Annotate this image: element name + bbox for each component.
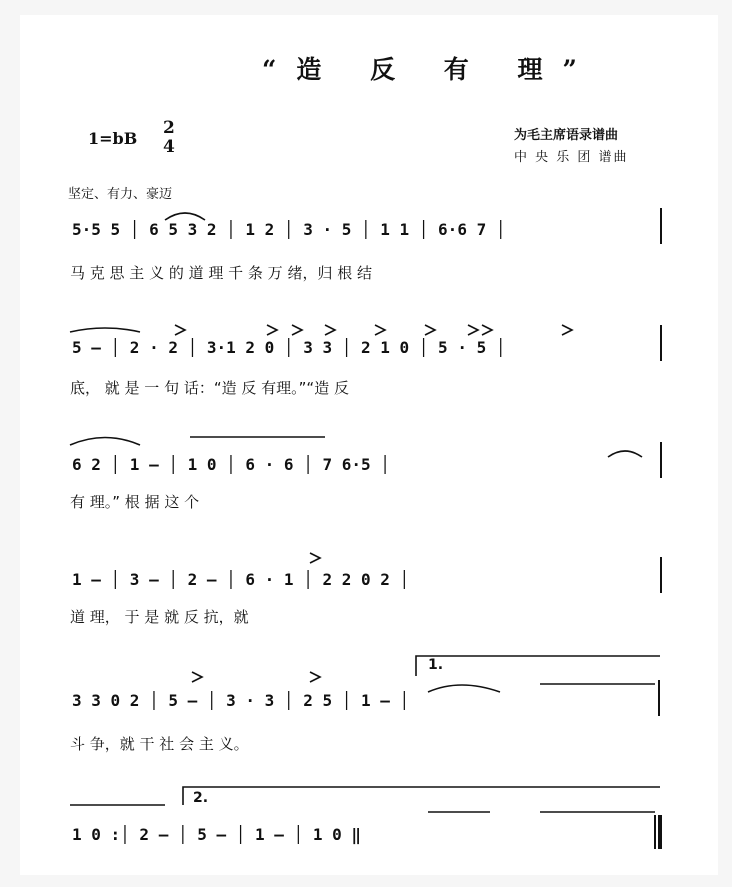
notation-line-2: 5 – │ 2 · 2 │ 3·1 2 0 │ 3 3 │ 2 1 0 │ 5 · 5 │ — [72, 338, 506, 357]
song-title: “造 反 有 理” — [262, 55, 597, 84]
slur — [70, 328, 140, 332]
accent — [325, 325, 335, 335]
accent — [192, 672, 202, 682]
accent — [267, 325, 277, 335]
barline — [660, 557, 662, 593]
slur — [165, 213, 205, 220]
volta-1-label: 1. — [428, 657, 444, 673]
notation-line-1: 5·5 5 │ 6 5 3 2 │ 1 2 │ 3 · 5 │ 1 1 │ 6·6 7 │ — [72, 220, 506, 239]
barline — [658, 680, 660, 716]
accent — [425, 325, 435, 335]
final-barline-thick — [658, 815, 662, 849]
slur — [70, 438, 140, 446]
slur — [608, 451, 642, 457]
notation-line-3: 6 2 │ 1 – │ 1 0 │ 6 · 6 │ 7 6·5 │ — [72, 455, 390, 474]
notation-line-4: 1 – │ 3 – │ 2 – │ 6 · 1 │ 2 2 0 2 │ — [72, 570, 410, 589]
lyrics-line-2: 底， 就 是 一 句 话：“造 反 有理。”“造 反 — [70, 379, 349, 397]
accent — [310, 672, 320, 682]
time-signature-bottom: 4 — [163, 137, 175, 157]
accent — [468, 325, 478, 335]
slur — [428, 685, 500, 692]
lyrics-line-3: 有 理。” 根 据 这 个 — [70, 493, 200, 511]
notation-line-5: 3 3 0 2 │ 5 – │ 3 · 3 │ 2 5 │ 1 – │ — [72, 691, 410, 710]
barline — [660, 208, 662, 244]
accent — [562, 325, 572, 335]
volta-1-bracket — [416, 656, 660, 676]
accent — [310, 553, 320, 563]
accent — [375, 325, 385, 335]
lyric-credit: 为毛主席语录谱曲 — [514, 128, 619, 143]
lyrics-line-1: 马 克 思 主 义 的 道 理 千 条 万 绪，归 根 结 — [70, 264, 372, 282]
accent — [175, 325, 185, 335]
volta-2-label: 2. — [193, 790, 209, 806]
tempo-marking: 坚定、有力、豪迈 — [68, 187, 173, 202]
barline — [660, 442, 662, 478]
accent — [482, 325, 492, 335]
key-signature: 1=bB — [88, 129, 138, 148]
music-credit: 中 央 乐 团 谱曲 — [514, 150, 629, 165]
lyrics-line-4: 道 理， 于 是 就 反 抗，就 — [70, 608, 249, 626]
accent — [292, 325, 302, 335]
lyrics-line-5: 斗 争，就 干 社 会 主 义。 — [70, 735, 249, 753]
final-barline-thin — [654, 815, 656, 849]
volta-2-bracket — [183, 787, 660, 805]
notation-line-6: 1 0 :│ 2 – │ 5 – │ 1 – │ 1 0 ‖ — [72, 825, 361, 844]
time-signature-top: 2 — [163, 118, 175, 138]
barline — [660, 325, 662, 361]
